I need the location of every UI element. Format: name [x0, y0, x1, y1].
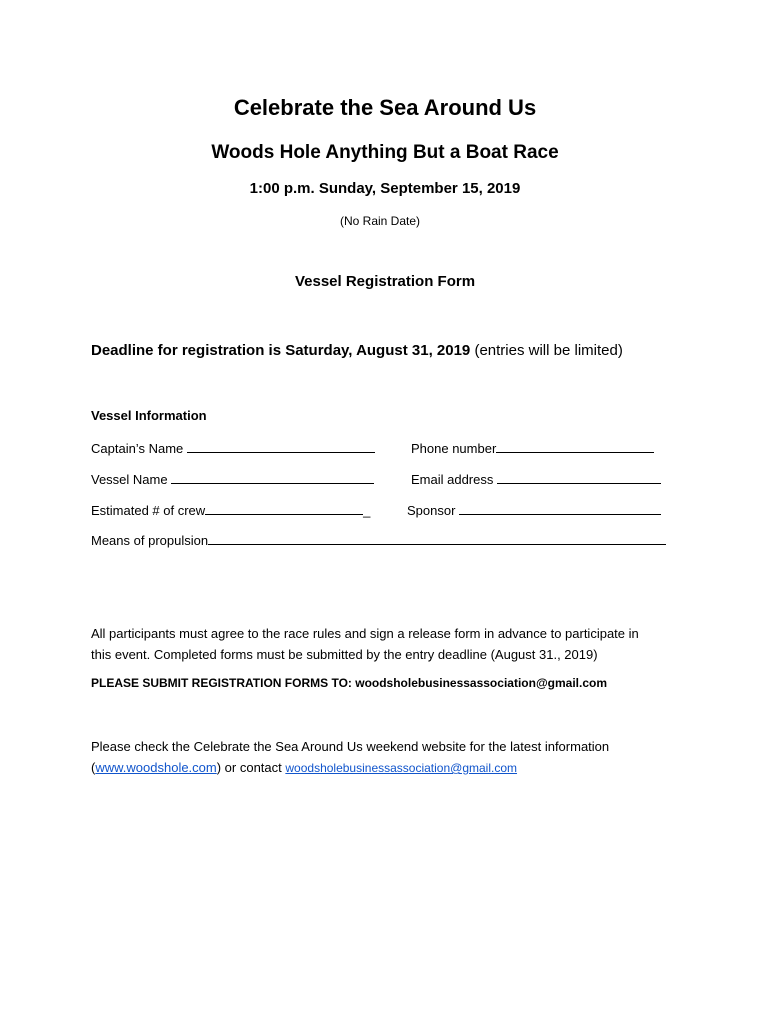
captain-name-field[interactable] — [91, 440, 375, 456]
vessel-name-input-line[interactable] — [171, 471, 374, 484]
propulsion-field[interactable] — [91, 532, 666, 548]
sponsor-field[interactable] — [407, 502, 661, 518]
crew-suffix: _ — [363, 503, 371, 518]
vessel-name-field[interactable] — [91, 471, 374, 487]
event-name: Woods Hole Anything But a Boat Race — [211, 142, 559, 163]
vessel-name-label: Vessel Name — [91, 472, 168, 487]
rain-date-note — [0, 214, 770, 228]
email-label: Email address — [411, 472, 494, 487]
phone-input-line[interactable] — [496, 440, 654, 453]
event-datetime: 1:00 p.m. Sunday, September 15, 2019 — [249, 180, 521, 197]
sponsor-label: Sponsor — [407, 503, 456, 518]
website-link[interactable]: www.woodshole.com — [95, 760, 217, 775]
email-input-line[interactable] — [497, 471, 661, 484]
crew-input-line[interactable] — [205, 502, 363, 515]
phone-field[interactable] — [411, 440, 654, 456]
open-paren: ( — [91, 760, 96, 775]
rules-paragraph — [91, 623, 639, 665]
deadline-note: (entries will be limited) — [470, 342, 623, 359]
contact-text: ) or contact — [216, 760, 286, 775]
submit-instructions: PLEASE SUBMIT REGISTRATION FORMS TO: woodsholebusinessassociation@gmail.com — [91, 676, 607, 690]
form-title: Vessel Registration Form — [294, 273, 476, 290]
captain-name-input-line[interactable] — [187, 440, 375, 453]
rain-date-text: (No Rain Date) — [339, 214, 421, 228]
page-title: Celebrate the Sea Around Us — [233, 95, 537, 120]
rules-line-1: All participants must agree to the race rules and sign a release form in advance to participate in — [91, 626, 639, 641]
propulsion-label: Means of propulsion — [91, 533, 209, 548]
propulsion-input-line[interactable] — [208, 532, 666, 545]
rules-line-2: this event. Completed forms must be submitted by the entry deadline (August 31., 2019) — [91, 647, 598, 662]
footer-line-1: Please check the Celebrate the Sea Around Us weekend website for the latest information — [91, 739, 610, 754]
footer-line-2 — [91, 757, 609, 779]
contact-email-link[interactable]: woodsholebusinessassociation@gmail.com — [285, 761, 518, 775]
deadline-bold: Deadline for registration is Saturday, August 31, 2019 — [91, 342, 471, 359]
email-field[interactable] — [411, 471, 661, 487]
sponsor-input-line[interactable] — [459, 502, 661, 515]
vessel-info-heading: Vessel Information — [91, 408, 207, 423]
footer-paragraph — [91, 736, 609, 779]
crew-label: Estimated # of crew — [91, 503, 206, 518]
captain-name-label: Captain’s Name — [91, 441, 184, 456]
phone-label: Phone number — [411, 441, 497, 456]
deadline-line — [91, 342, 623, 359]
crew-field[interactable] — [91, 502, 370, 518]
